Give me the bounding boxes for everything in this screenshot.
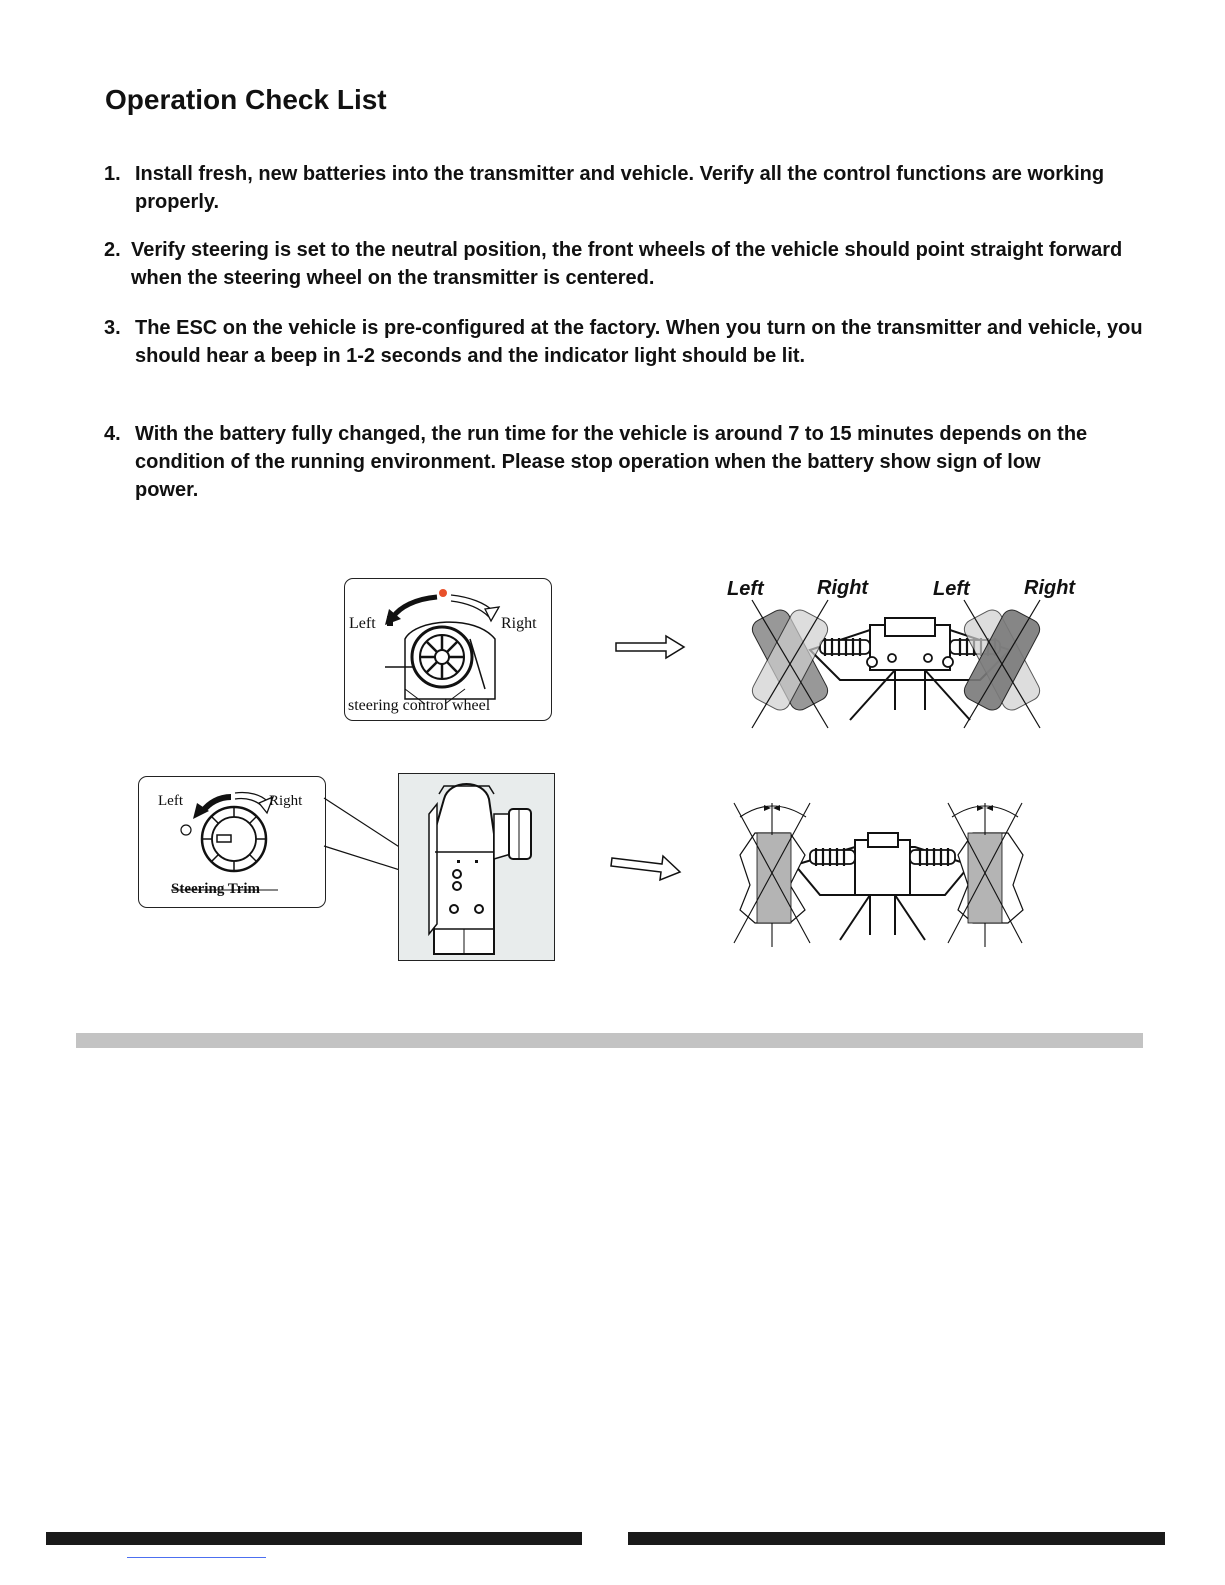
arrow-right-icon (610, 852, 682, 882)
steering-wheel-caption: steering control wheel (348, 697, 491, 714)
arrow-right-icon (614, 634, 686, 660)
left-label: Left (349, 615, 376, 632)
item-number: 1. (104, 163, 121, 185)
result-left-label-2: Left (933, 578, 970, 600)
vehicle-front-illustration (720, 570, 1100, 740)
result-right-label-1: Right (817, 577, 869, 599)
transmitter-panel (398, 773, 555, 961)
item-text: The ESC on the vehicle is pre-configured at the factory. When you turn on the transmitter and vehicle, you should hear a beep in 1-2 seconds and the indicator light should be lit. (135, 317, 1143, 367)
trim-left-label: Left (158, 793, 183, 809)
indicator-dot (439, 589, 447, 597)
checklist-item-4 (104, 420, 1104, 504)
item-text: With the battery fully changed, the run time for the vehicle is around 7 to 15 minutes depends on the condition of the running environment. Please stop operation when the battery show sign of low power. (135, 423, 1088, 501)
item-number: 2. (104, 239, 121, 261)
result-right-label-2: Right (1024, 577, 1076, 599)
checklist-item-2 (104, 236, 1144, 292)
steering-trim-panel (138, 776, 326, 908)
footer-bar-left (46, 1532, 582, 1545)
item-number: 3. (104, 317, 121, 339)
result-left-label-1: Left (727, 578, 764, 600)
section-separator (76, 1033, 1143, 1048)
right-label: Right (501, 615, 537, 632)
footer-link-line (127, 1557, 266, 1558)
item-text: Install fresh, new batteries into the transmitter and vehicle. Verify all the control functions are working properly. (135, 163, 1105, 213)
steering-trim-caption: Steering Trim (171, 881, 261, 897)
vehicle-steering-diagram (720, 570, 1100, 740)
steering-wheel-panel (344, 578, 552, 721)
vehicle-straight-illustration (730, 795, 1030, 955)
checklist-item-3 (104, 314, 1144, 370)
item-text: Verify steering is set to the neutral position, the front wheels of the vehicle should point straight forward when the steering wheel on the transmitter is centered. (131, 239, 1123, 289)
checklist-item-1 (104, 160, 1144, 216)
trim-right-label: Right (269, 793, 303, 809)
transmitter-illustration (399, 774, 554, 960)
vehicle-trim-diagram (730, 795, 1030, 955)
item-number: 4. (104, 423, 121, 445)
page-title: Operation Check List (105, 84, 387, 115)
footer-bar-right (628, 1532, 1165, 1545)
